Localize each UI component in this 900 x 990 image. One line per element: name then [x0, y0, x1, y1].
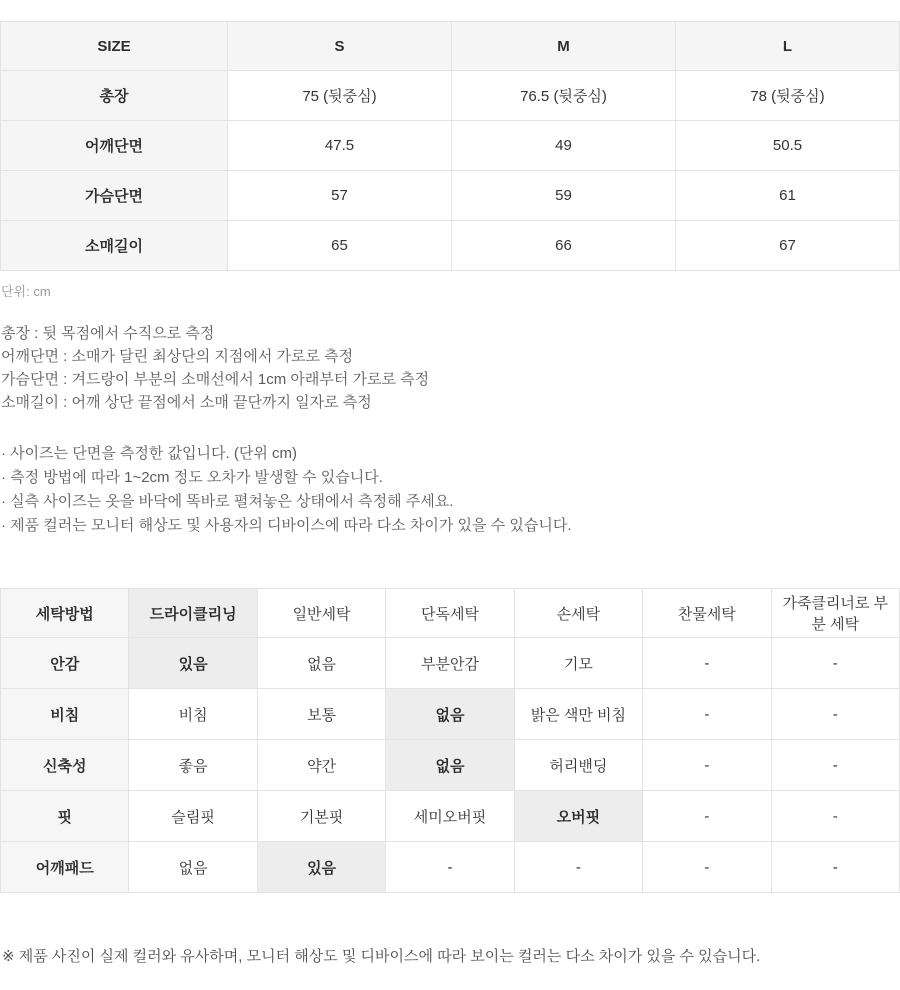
care-cell: 없음 — [386, 740, 514, 791]
care-table-header-row — [1, 589, 900, 638]
product-notes — [1, 442, 900, 538]
table-row — [1, 71, 900, 121]
care-cell: 좋음 — [129, 740, 257, 791]
table-row — [1, 121, 900, 171]
care-cell: 기본핏 — [257, 791, 385, 842]
row-label: 비침 — [1, 689, 129, 740]
note-line: · 제품 컬러는 모니터 해상도 및 사용자의 디바이스에 따라 다소 차이가 있을 수 있습니다. — [1, 517, 572, 534]
care-cell: 슬림핏 — [129, 791, 257, 842]
table-row — [1, 638, 900, 689]
note-line: · 측정 방법에 따라 1~2cm 정도 오차가 발생할 수 있습니다. — [1, 469, 383, 486]
care-cell: 가죽클리너로 부분 세탁 — [771, 589, 899, 638]
table-row — [1, 171, 900, 221]
care-cell: - — [643, 842, 771, 893]
size-value: 57 — [228, 171, 452, 221]
row-label: 어깨단면 — [1, 121, 228, 171]
care-cell: 일반세탁 — [257, 589, 385, 638]
footer-note: ※ 제품 사진이 실제 컬러와 유사하며, 모니터 해상도 및 디바이스에 따라 보이는 컬러는 다소 차이가 있을 수 있습니다. — [2, 948, 761, 965]
care-cell: - — [643, 740, 771, 791]
size-table-header-s: S — [228, 22, 452, 71]
size-value: 59 — [452, 171, 676, 221]
size-value: 78 (뒷중심) — [676, 71, 900, 121]
row-label: 신축성 — [1, 740, 129, 791]
table-row — [1, 221, 900, 271]
care-cell: - — [771, 638, 899, 689]
care-cell: 없음 — [386, 689, 514, 740]
care-cell: 없음 — [257, 638, 385, 689]
care-cell: - — [643, 638, 771, 689]
care-cell: - — [771, 791, 899, 842]
note-line: · 실측 사이즈는 옷을 바닥에 똑바로 펼쳐놓은 상태에서 측정해 주세요. — [1, 493, 454, 510]
size-value: 65 — [228, 221, 452, 271]
size-value: 76.5 (뒷중심) — [452, 71, 676, 121]
care-cell: - — [771, 842, 899, 893]
care-cell: - — [514, 842, 642, 893]
table-row — [1, 740, 900, 791]
care-cell: 세미오버핏 — [386, 791, 514, 842]
size-value: 75 (뒷중심) — [228, 71, 452, 121]
care-cell: 비침 — [129, 689, 257, 740]
size-value: 50.5 — [676, 121, 900, 171]
size-value: 61 — [676, 171, 900, 221]
guide-line: 총장 : 뒷 목점에서 수직으로 측정 — [1, 325, 215, 342]
row-label: 어깨패드 — [1, 842, 129, 893]
care-cell: - — [386, 842, 514, 893]
size-table-header-m: M — [452, 22, 676, 71]
row-label: 총장 — [1, 71, 228, 121]
size-table-header-size: SIZE — [1, 22, 228, 71]
care-cell: 약간 — [257, 740, 385, 791]
measurement-guide — [1, 322, 900, 414]
care-cell: 기모 — [514, 638, 642, 689]
guide-line: 가슴단면 : 겨드랑이 부분의 소매선에서 1cm 아래부터 가로로 측정 — [1, 371, 430, 388]
care-cell: 없음 — [129, 842, 257, 893]
guide-line: 어깨단면 : 소매가 달린 최상단의 지점에서 가로로 측정 — [1, 348, 354, 365]
care-cell: 밝은 색만 비침 — [514, 689, 642, 740]
care-table — [0, 588, 900, 893]
guide-line: 소매길이 : 어깨 상단 끝점에서 소매 끝단까지 일자로 측정 — [1, 394, 372, 411]
care-cell: 보통 — [257, 689, 385, 740]
care-cell: 있음 — [257, 842, 385, 893]
care-cell: 손세탁 — [514, 589, 642, 638]
note-line: · 사이즈는 단면을 측정한 값입니다. (단위 cm) — [1, 445, 297, 462]
product-info-section — [0, 21, 900, 966]
row-label: 핏 — [1, 791, 129, 842]
care-cell: 드라이클리닝 — [129, 589, 257, 638]
care-cell: 허리밴딩 — [514, 740, 642, 791]
table-row — [1, 791, 900, 842]
row-label: 세탁방법 — [1, 589, 129, 638]
size-table — [0, 21, 900, 271]
table-row — [1, 842, 900, 893]
care-cell: - — [643, 689, 771, 740]
row-label: 안감 — [1, 638, 129, 689]
size-table-header-l: L — [676, 22, 900, 71]
care-cell: - — [771, 689, 899, 740]
size-value: 67 — [676, 221, 900, 271]
care-cell: 있음 — [129, 638, 257, 689]
size-value: 49 — [452, 121, 676, 171]
table-row — [1, 689, 900, 740]
care-cell: - — [771, 740, 899, 791]
care-cell: 찬물세탁 — [643, 589, 771, 638]
care-cell: 오버핏 — [514, 791, 642, 842]
row-label: 소매길이 — [1, 221, 228, 271]
size-value: 66 — [452, 221, 676, 271]
size-value: 47.5 — [228, 121, 452, 171]
size-table-header-row — [1, 22, 900, 71]
care-cell: - — [643, 791, 771, 842]
unit-note: 단위: cm — [1, 284, 51, 299]
care-cell: 부분안감 — [386, 638, 514, 689]
care-cell: 단독세탁 — [386, 589, 514, 638]
row-label: 가슴단면 — [1, 171, 228, 221]
